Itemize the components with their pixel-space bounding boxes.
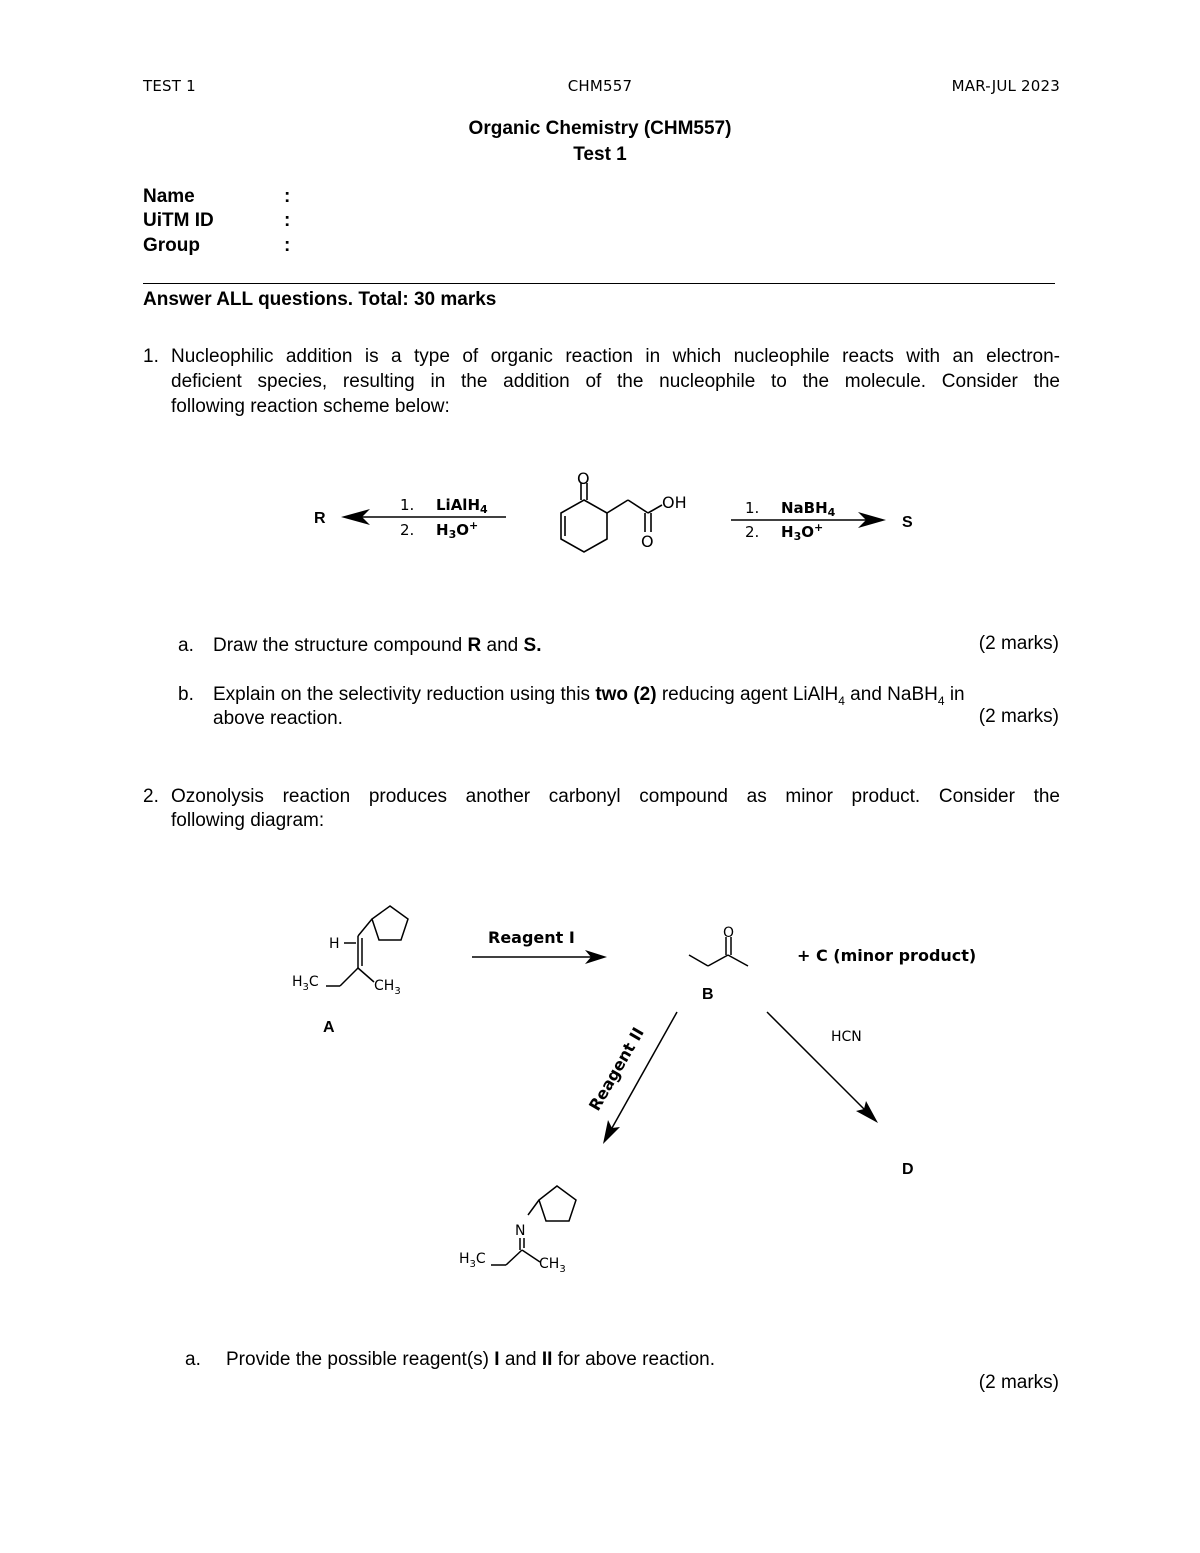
atom-o-bottom: O [641, 532, 654, 551]
q1a-label: a. [178, 635, 194, 656]
left-step1-reagent: LiAlH$_4$ [436, 496, 488, 516]
q2-text-line1: Ozonolysis reaction produces another carbonyl compound as minor product. Consider the [171, 786, 1060, 807]
q1a-marks: (2 marks) [978, 633, 1059, 654]
imine-atom-ch3: $CH_3$ [539, 1256, 566, 1275]
q1b-text-line2: above reaction. [213, 708, 343, 729]
q1b-marks: (2 marks) [978, 706, 1059, 727]
left-step2-reagent: $H_3O^+$ [436, 519, 479, 541]
compound-b-structure [689, 937, 748, 966]
left-step1-num: 1. [400, 496, 415, 514]
a-atom-ch3: $CH_3$ [374, 978, 401, 997]
q2-number: 2. [143, 786, 159, 807]
atom-o-top: O [577, 469, 590, 488]
imine-atom-h3c: $H_3C$ [459, 1251, 486, 1270]
q1a-text: Draw the structure compound R and S. [213, 635, 542, 656]
q1-text-line2: deficient species, resulting in the addition of the nucleophile to the molecule. Consider the [171, 371, 1060, 392]
header-center: CHM557 [567, 77, 633, 95]
name-colon: : [284, 186, 291, 207]
imine-atom-n: N [515, 1223, 526, 1239]
imine-product-structure [491, 1186, 576, 1265]
a-atom-h3c: $H_3C$ [292, 974, 319, 993]
minor-product-label: + C (minor product) [797, 946, 977, 965]
q1b-text-line1: Explain on the selectivity reduction using this two (2) reducing agent LiAlH$_4$ and NaBH$_4$ in [213, 684, 965, 708]
b-atom-o: O [723, 925, 735, 941]
product-s: S [902, 514, 913, 531]
reagent-2-arrow-head [603, 1120, 620, 1144]
hcn-label: HCN [831, 1029, 862, 1045]
label-compound-d: D [902, 1161, 914, 1178]
q1-number: 1. [143, 346, 159, 367]
q1-text-line3: following reaction scheme below: [171, 396, 450, 417]
a-atom-h: H [329, 936, 340, 952]
q2a-label: a. [185, 1349, 201, 1370]
q2a-text: Provide the possible reagent(s) I and II for above reaction. [226, 1349, 716, 1370]
right-step2-num: 2. [745, 523, 760, 541]
group-colon: : [284, 235, 291, 256]
atom-oh: OH [662, 493, 687, 512]
right-step1-reagent: NaBH$_4$ [781, 499, 836, 519]
right-step1-num: 1. [745, 499, 760, 517]
name-label: Name [143, 186, 195, 207]
uitm-id-label: UiTM ID [143, 210, 214, 231]
document-subtitle: Test 1 [573, 144, 627, 165]
q1-text-line1: Nucleophilic addition is a type of organic reaction in which nucleophile reacts with an electron- [171, 346, 1060, 367]
label-compound-b: B [702, 986, 714, 1003]
header-right: MAR-JUL 2023 [951, 77, 1060, 95]
q2-text-line2: following diagram: [171, 810, 325, 831]
hcn-arrow-line [767, 1012, 866, 1111]
group-label: Group [143, 235, 200, 256]
document-title: Organic Chemistry (CHM557) [468, 118, 732, 139]
reagent-2-label: Reagent II [585, 1024, 648, 1114]
product-r: R [314, 510, 326, 527]
instructions: Answer ALL questions. Total: 30 marks [143, 289, 497, 310]
left-step2-num: 2. [400, 521, 415, 539]
q2a-marks: (2 marks) [978, 1372, 1059, 1393]
label-compound-a: A [323, 1019, 335, 1036]
q1b-label: b. [178, 684, 194, 705]
right-step2-reagent: $H_3O^+$ [781, 521, 824, 543]
uitm-id-colon: : [284, 210, 291, 231]
header-left: TEST 1 [143, 77, 196, 95]
reagent-1-label: Reagent I [488, 928, 575, 947]
